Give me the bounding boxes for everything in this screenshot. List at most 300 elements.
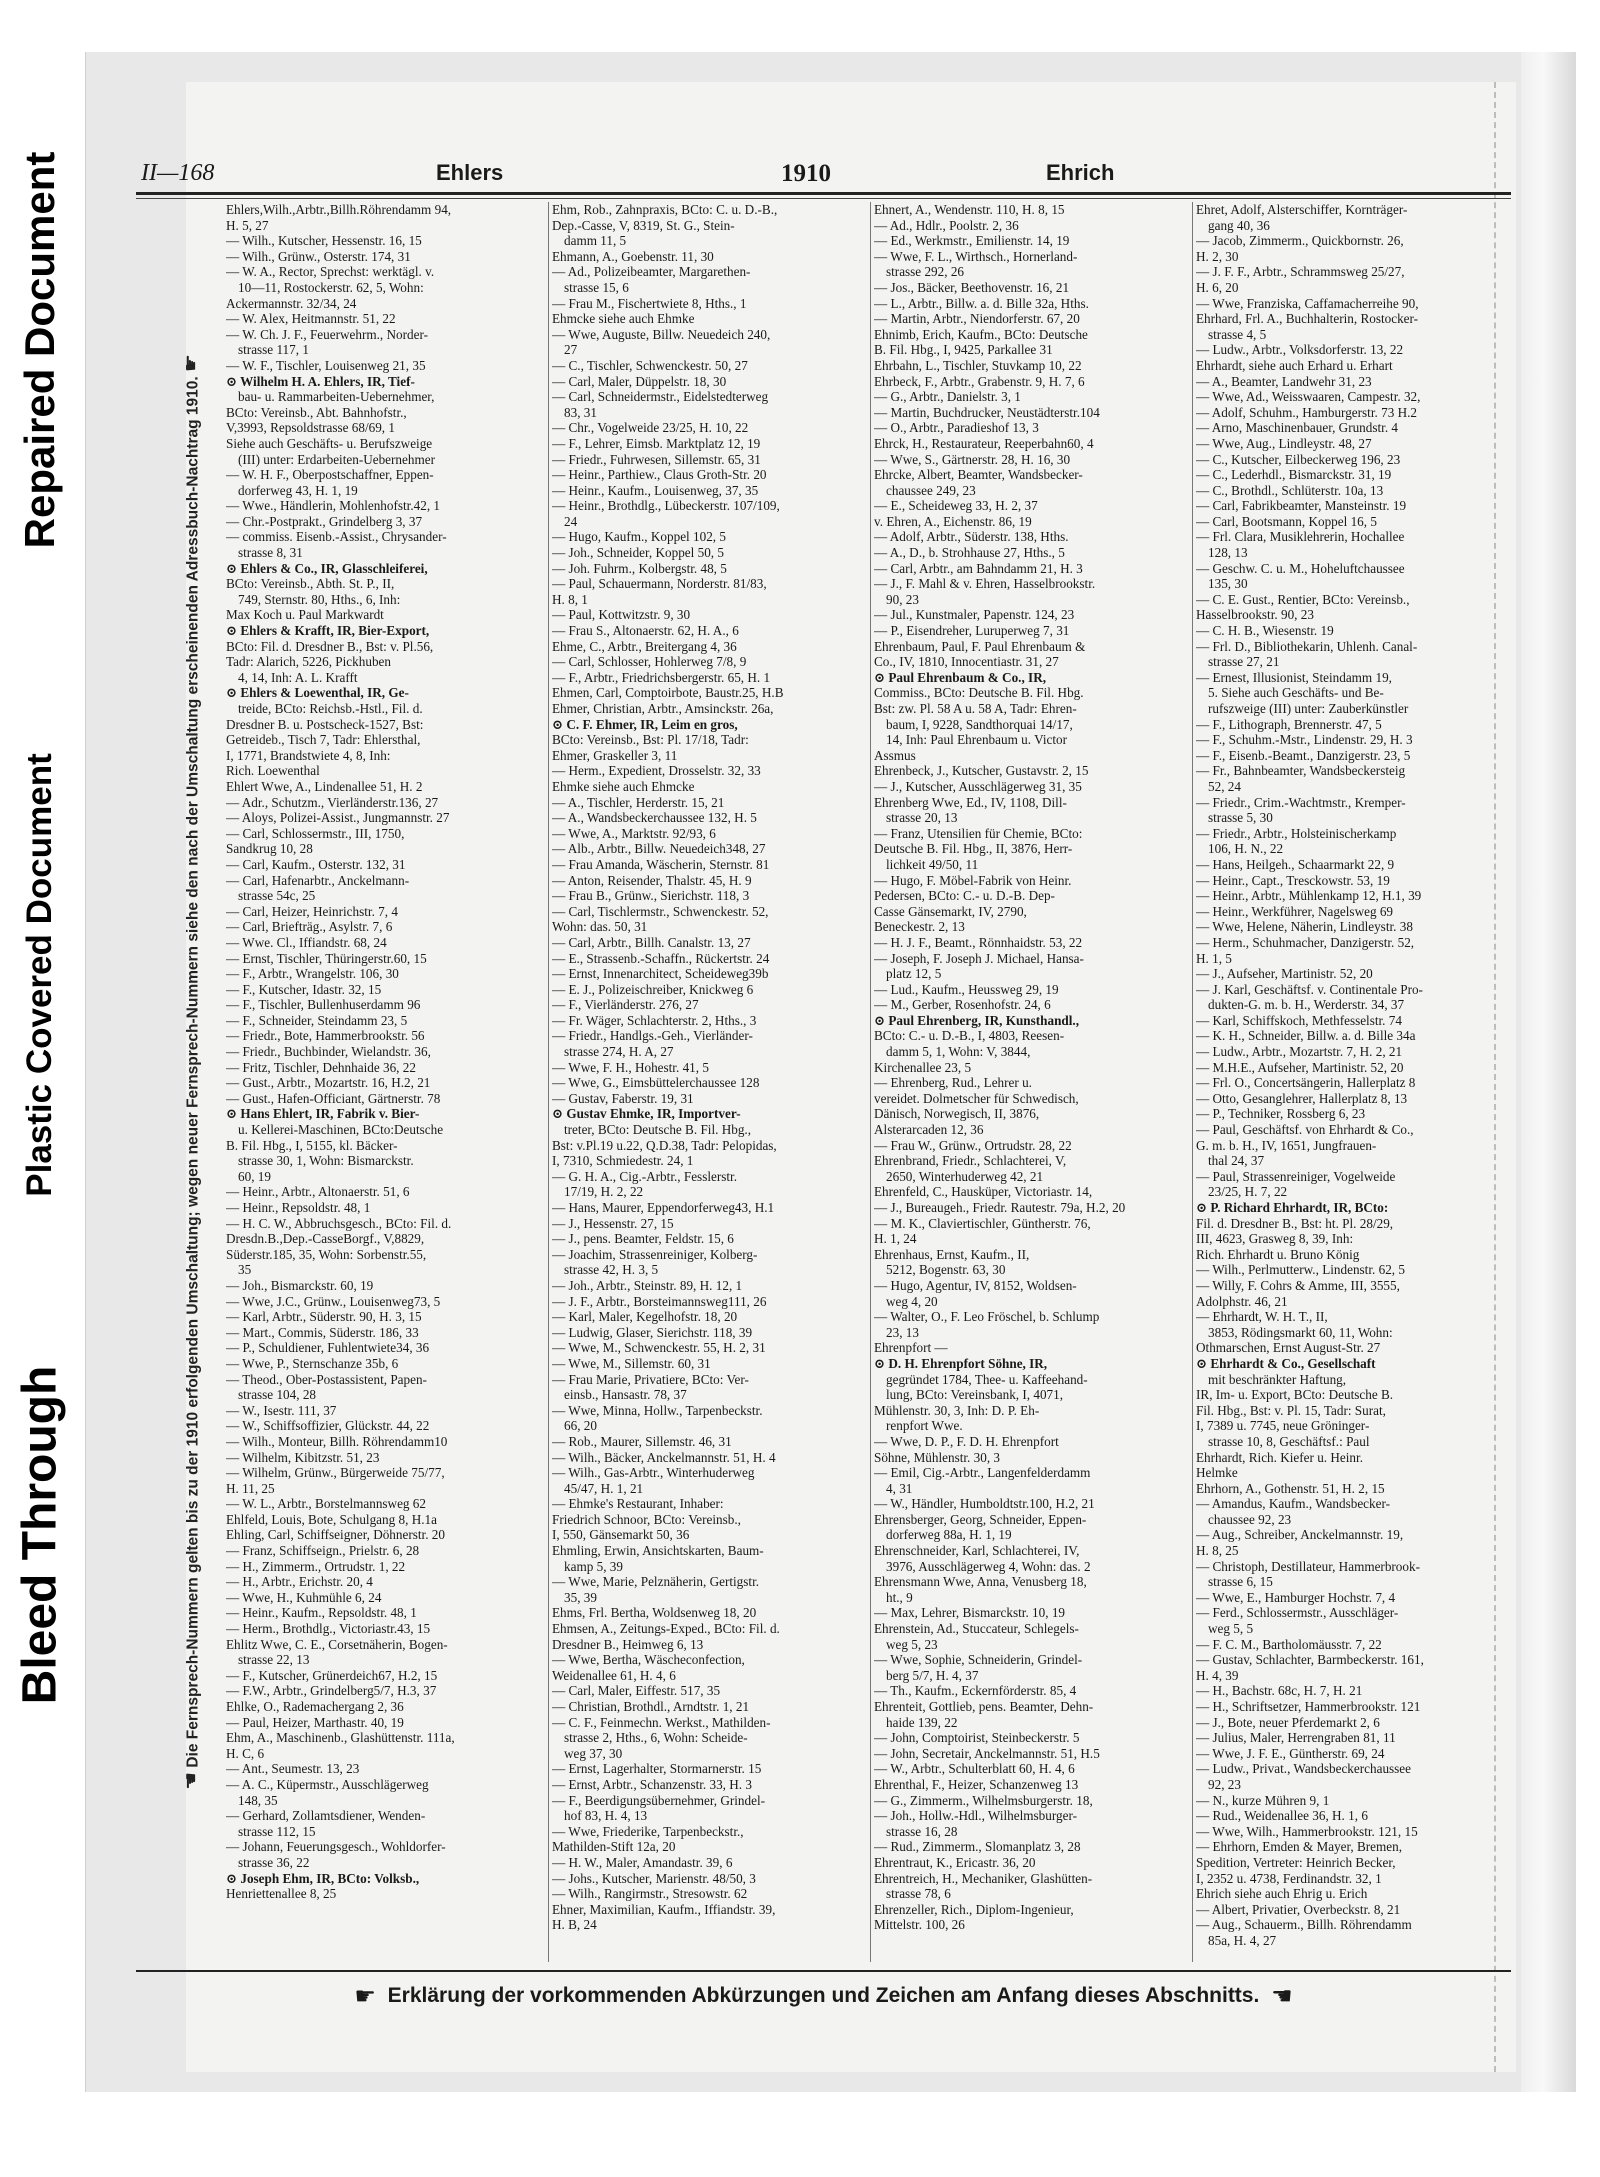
directory-entry: — Heinr., Kaufm., Repsoldstr. 48, 1 — [226, 1605, 417, 1621]
directory-entry: lung, BCto: Vereinsbank, I, 4071, — [886, 1387, 1064, 1403]
directory-entry: Pedersen, BCto: C.- u. D.-B. Dep- — [874, 888, 1055, 904]
directory-entry: — Walter, O., F. Leo Fröschel, b. Schlump — [874, 1309, 1100, 1325]
directory-entry: — Johs., Kutscher, Marienstr. 48/50, 3 — [552, 1870, 756, 1886]
directory-entry: strasse 8, 31 — [238, 545, 303, 561]
directory-entry: — Amandus, Kaufm., Wandsbecker- — [1196, 1496, 1390, 1512]
directory-entry: — Carl, Tischlermstr., Schwenckestr. 52, — [552, 903, 769, 919]
directory-entry: — Jul., Kunstmaler, Papenstr. 124, 23 — [874, 607, 1075, 623]
directory-entry: Ehme, C., Arbtr., Breitergang 4, 36 — [552, 638, 737, 654]
directory-entry: Ehrenstein, Ad., Stuccateur, Schlegels- — [874, 1621, 1079, 1637]
directory-entry: — Aug., Schreiber, Anckelmannstr. 19, — [1196, 1527, 1404, 1543]
directory-entry: — W., Schiffsoffizier, Glückstr. 44, 22 — [226, 1418, 430, 1434]
directory-entry: platz 12, 5 — [886, 966, 942, 982]
directory-entry: — W., Händler, Humboldtstr.100, H.2, 21 — [874, 1496, 1095, 1512]
pointing-hand-icon: ☛ — [354, 1983, 376, 2010]
directory-entry: — Rob., Maurer, Sillemstr. 46, 31 — [552, 1433, 732, 1449]
directory-entry: Ehmer, Christian, Arbtr., Amsinckstr. 26a, — [552, 701, 774, 716]
header-rule-thin — [136, 198, 1511, 199]
directory-entry: strasse 5, 30 — [1208, 810, 1273, 826]
directory-entry: Ehrhorn, A., Gothenstr. 51, H. 2, 15 — [1196, 1480, 1385, 1496]
directory-entry: (III) unter: Erdarbeiten-Uebernehmer — [238, 451, 435, 467]
directory-entry: — F.W., Arbtr., Grindelberg5/7, H.3, 37 — [226, 1683, 437, 1699]
directory-entry: — Otto, Gesanglehrer, Hallerplatz 8, 13 — [1196, 1090, 1408, 1106]
directory-entry: — H., Schriftsetzer, Hammerbrookstr. 121 — [1196, 1699, 1421, 1714]
directory-entry: — H., Bachstr. 68c, H. 7, H. 21 — [1196, 1683, 1363, 1699]
directory-entry: H. 8, 1 — [552, 591, 588, 607]
directory-entry: — Gerhard, Zollamtsdiener, Wenden- — [226, 1808, 426, 1824]
directory-entry: ⊙ Wilhelm H. A. Ehlers, IR, Tief- — [226, 373, 415, 389]
directory-entry: strasse 274, H. A, 27 — [564, 1044, 674, 1060]
directory-entry: — Wwe, Friederike, Tarpenbeckstr., — [552, 1823, 744, 1839]
directory-entry: — Wwe, M., Sillemstr. 60, 31 — [552, 1355, 711, 1371]
directory-entry: H. 1, 24 — [874, 1231, 917, 1247]
bleed-through-label: Bleed Through — [13, 1365, 67, 1705]
directory-entry: — P., Schuldiener, Fuhlentwiete34, 36 — [226, 1340, 430, 1356]
directory-entry: — Wwe, G., Eimsbüttelerchaussee 128 — [552, 1075, 760, 1091]
directory-entry: — F., Kutscher, Idastr. 32, 15 — [226, 981, 382, 997]
directory-entry: — J., Bureaugeh., Friedr. Rautestr. 79a, H.2, 20 — [874, 1200, 1126, 1215]
directory-entry: Getreideb., Tisch 7, Tadr: Ehlersthal, — [226, 732, 421, 748]
directory-entry: — P., Eisendreher, Luruperweg 7, 31 — [874, 623, 1070, 639]
directory-entry: u. Kellerei-Maschinen, BCto:Deutsche — [238, 1122, 444, 1138]
directory-entry: — O., Arbtr., Paradieshof 13, 3 — [874, 420, 1039, 436]
directory-entry: — Wwe, Aug., Lindleystr. 48, 27 — [1196, 435, 1372, 451]
directory-entry: — Wilh., Kutscher, Hessenstr. 16, 15 — [226, 233, 422, 249]
directory-entry: — Carl, Arbtr., am Bahndamm 21, H. 3 — [874, 560, 1083, 576]
directory-entry: rufszweige (III) unter: Zauberkünstler — [1208, 701, 1409, 716]
directory-entry: Ehm, Rob., Zahnpraxis, BCto: C. u. D.-B., — [552, 202, 778, 217]
directory-entry: — Christian, Brothdl., Arndtstr. 1, 21 — [552, 1699, 750, 1714]
directory-entry: Ehrenpfort — — [874, 1340, 948, 1356]
directory-entry: strasse 30, 1, Wohn: Bismarckstr. — [238, 1153, 414, 1169]
column-2 — [548, 202, 867, 1962]
directory-entry: — Gustav, Faberstr. 19, 31 — [552, 1090, 694, 1106]
directory-entry: H. 8, 25 — [1196, 1543, 1239, 1559]
directory-entry: Ehrenberg Wwe, Ed., IV, 1108, Dill- — [874, 794, 1067, 810]
directory-entry: — Albert, Privatier, Overbeckstr. 8, 21 — [1196, 1901, 1401, 1917]
directory-entry: — Ehmke's Restaurant, Inhaber: — [552, 1496, 724, 1512]
directory-entry: H. B, 24 — [552, 1917, 597, 1933]
directory-entry: Kirchenallee 23, 5 — [874, 1059, 972, 1075]
directory-entry: Mathilden-Stift 12a, 20 — [552, 1839, 676, 1855]
directory-entry: 90, 23 — [886, 591, 919, 607]
directory-entry: strasse 2, Hths., 6, Wohn: Scheide- — [564, 1730, 748, 1746]
directory-entry: — Ehrenberg, Rud., Lehrer u. — [874, 1075, 1032, 1091]
directory-entry: 3853, Rödingsmarkt 60, 11, Wohn: — [1208, 1324, 1393, 1340]
directory-entry: — Hugo, Kaufm., Koppel 102, 5 — [552, 529, 726, 545]
directory-entry: ⊙ Paul Ehrenberg, IR, Kunsthandl., — [874, 1012, 1080, 1028]
directory-entry: — Wwe, Wilh., Hammerbrookstr. 121, 15 — [1196, 1823, 1418, 1839]
directory-entry: lichkeit 49/50, 11 — [886, 856, 979, 872]
directory-entry: weg 4, 20 — [886, 1293, 938, 1309]
directory-entry: Siehe auch Geschäfts- u. Berufszweige — [226, 435, 433, 451]
directory-entry: — Friedr., Crim.-Wachtmstr., Kremper- — [1196, 794, 1406, 810]
directory-entry: — Herm., Schuhmacher, Danzigerstr. 52, — [1196, 934, 1415, 950]
directory-entry: — Hugo, Agentur, IV, 8152, Woldsen- — [874, 1277, 1077, 1293]
directory-entry: — E., Scheideweg 33, H. 2, 37 — [874, 498, 1038, 514]
directory-entry: Fil. Hbg., Bst: v. Pl. 15, Tadr: Surat, — [1196, 1402, 1386, 1418]
directory-entry: V,3993, Repsoldstrasse 68/69, 1 — [226, 420, 395, 436]
directory-entry: strasse 117, 1 — [238, 342, 309, 358]
directory-entry: Ehlers,Wilh.,Arbtr.,Billh.Röhrendamm 94, — [226, 202, 452, 217]
directory-entry: Ehlfeld, Louis, Bote, Schulgang 8, H.1a — [226, 1511, 437, 1527]
directory-entry: Ehrenschneider, Karl, Schlachterei, IV, — [874, 1543, 1080, 1559]
directory-entry: ⊙ Joseph Ehm, IR, BCto: Volksb., — [226, 1870, 420, 1886]
directory-entry: BCto: Vereinsb., Abth. St. P., II, — [226, 576, 395, 592]
directory-entry: G. m. b. H., IV, 1651, Jungfrauen- — [1196, 1137, 1377, 1153]
directory-entry: — Wwe, Minna, Hollw., Tarpenbeckstr. — [552, 1402, 763, 1418]
directory-entry: — H. C. W., Abbruchsgesch., BCto: Fil. d. — [226, 1215, 452, 1231]
directory-entry: — F., Beerdigungsübernehmer, Grindel- — [552, 1792, 766, 1808]
directory-entry: — Wwe, Sophie, Schneiderin, Grindel- — [874, 1652, 1083, 1668]
directory-entry: — Wwe, J. F. E., Güntherstr. 69, 24 — [1196, 1745, 1385, 1761]
directory-entry: Ehlitz Wwe, C. E., Corsetnäherin, Bogen- — [226, 1636, 448, 1652]
directory-entry: — H. J. F., Beamt., Rönnhaidstr. 53, 22 — [874, 934, 1083, 950]
directory-entry: — Franz, Schiffseign., Prielstr. 6, 28 — [226, 1543, 420, 1559]
directory-entry: — John, Comptoirist, Steinbeckerstr. 5 — [874, 1730, 1080, 1746]
directory-entry: — Joh., Hollw.-Hdl., Wilhelmsburger- — [874, 1808, 1077, 1824]
directory-entry: — Wwe, D. P., F. D. H. Ehrenpfort — [874, 1433, 1059, 1449]
directory-entry: Dep.-Casse, V, 8319, St. G., Stein- — [552, 217, 735, 233]
directory-entry: strasse 292, 26 — [886, 264, 965, 280]
directory-entry: — J., Kutscher, Ausschlägerweg 31, 35 — [874, 778, 1082, 794]
directory-entry: baum, I, 9228, Sandthorquai 14/17, — [886, 716, 1073, 732]
directory-entry: 135, 30 — [1208, 576, 1248, 592]
directory-entry: — Gustav, Schlachter, Barmbeckerstr. 161, — [1196, 1652, 1424, 1668]
directory-entry: Ehrbeck, F., Arbtr., Grabenstr. 9, H. 7, 6 — [874, 373, 1085, 389]
directory-entry: Rich. Loewenthal — [226, 763, 320, 779]
directory-entry: — C. F., Feinmechn. Werkst., Mathilden- — [552, 1714, 771, 1730]
directory-entry: — commiss. Eisenb.-Assist., Chrysander- — [226, 529, 447, 545]
directory-entry: 35, 39 — [564, 1589, 597, 1605]
directory-entry: H. 11, 25 — [226, 1480, 275, 1496]
directory-entry: — F., Tischler, Bullenhuserdamm 96 — [226, 997, 421, 1013]
directory-entry: — Lud., Kaufm., Heussweg 29, 19 — [874, 981, 1059, 997]
directory-entry: — Frau S., Altonaerstr. 62, H. A., 6 — [552, 623, 739, 639]
directory-entry: — F., Vierländerstr. 276, 27 — [552, 997, 699, 1013]
directory-entry: BCto: Vereinsb., Bst: Pl. 17/18, Tadr: — [552, 732, 749, 748]
directory-entry: Co., IV, 1810, Innocentiastr. 31, 27 — [874, 654, 1059, 670]
directory-entry: Hasselbrookstr. 90, 23 — [1196, 607, 1314, 623]
directory-entry: — A., Tischler, Herderstr. 15, 21 — [552, 794, 725, 810]
directory-entry: — Wilh., Monteur, Billh. Röhrendamm10 — [226, 1433, 448, 1449]
directory-entry: — Franz, Utensilien für Chemie, BCto: — [874, 825, 1083, 841]
directory-entry: — John, Secretair, Anckelmannstr. 51, H.5 — [874, 1745, 1100, 1761]
directory-entry: — Hugo, F. Möbel-Fabrik von Heinr. — [874, 872, 1072, 888]
directory-entry: — Theod., Ober-Postassistent, Papen- — [226, 1371, 427, 1387]
directory-entry: — Johann, Feuerungsgesch., Wohldorfer- — [226, 1839, 446, 1855]
directory-entry: H. 2, 30 — [1196, 248, 1239, 264]
directory-entry: Sandkrug 10, 28 — [226, 841, 313, 857]
directory-entry: Mittelstr. 100, 26 — [874, 1917, 965, 1933]
directory-entry: mit beschränkter Haftung, — [1208, 1371, 1347, 1387]
directory-entry: 3976, Ausschlägerweg 4, Wohn: das. 2 — [886, 1558, 1091, 1574]
directory-entry: hof 83, H. 4, 13 — [564, 1808, 648, 1824]
directory-entry: — J., F. Mahl & v. Ehren, Hasselbrookstr. — [874, 576, 1096, 592]
column-4 — [1192, 202, 1511, 1962]
directory-entry: — G. H. A., Cig.-Arbtr., Fesslerstr. — [552, 1168, 737, 1184]
directory-entry: 35 — [238, 1262, 252, 1278]
directory-entry: — Herm., Brothdlg., Victoriastr.43, 15 — [226, 1621, 431, 1637]
directory-entry: Ehrenzeller, Rich., Diplom-Ingenieur, — [874, 1901, 1074, 1917]
directory-entry: — Aloys, Polizei-Assist., Jungmannstr. 27 — [226, 810, 450, 826]
directory-entry: — Carl, Schneidermstr., Eidelstedterweg — [552, 389, 769, 405]
pointing-hand-icon: ☛ — [180, 354, 203, 373]
directory-entry: — Geschw. C. u. M., Hoheluftchaussee — [1196, 560, 1405, 576]
directory-entry: I, 7310, Schmiedestr. 24, 1 — [552, 1153, 694, 1169]
directory-entry: 52, 24 — [1208, 778, 1241, 794]
directory-entry: 128, 13 — [1208, 545, 1248, 561]
directory-entry: — Wwe, Helene, Näherin, Lindleystr. 38 — [1196, 919, 1413, 935]
directory-entry: — Gust., Hafen-Officiant, Gärtnerstr. 78 — [226, 1090, 441, 1106]
directory-entry: Ehrentreich, H., Mechaniker, Glashütten- — [874, 1870, 1093, 1886]
directory-entry: — Paul, Strassenreiniger, Vogelweide — [1196, 1168, 1396, 1184]
directory-entry: — F., Lehrer, Eimsb. Marktplatz 12, 19 — [552, 435, 761, 451]
directory-entry: Ehnert, A., Wendenstr. 110, H. 8, 15 — [874, 202, 1065, 217]
directory-entry: — Joh., Arbtr., Steinstr. 89, H. 12, 1 — [552, 1277, 743, 1293]
directory-entry: — Ludw., Arbtr., Volksdorferstr. 13, 22 — [1196, 342, 1404, 358]
directory-entry: ⊙ C. F. Ehmer, IR, Leim en gros, — [552, 716, 738, 732]
directory-entry: — Frl. Clara, Musiklehrerin, Hochallee — [1196, 529, 1405, 545]
directory-entry: — W. Alex, Heitmannstr. 51, 22 — [226, 311, 396, 327]
directory-entry: — A., Beamter, Landwehr 31, 23 — [1196, 373, 1372, 389]
directory-entry: — Aug., Schauerm., Billh. Röhrendamm — [1196, 1917, 1412, 1933]
directory-entry: — Ludw., Privat., Wandsbeckerchaussee — [1196, 1761, 1412, 1777]
directory-entry: — Ant., Seumestr. 13, 23 — [226, 1761, 360, 1777]
directory-entry: 10—11, Rostockerstr. 62, 5, Wohn: — [238, 279, 424, 295]
directory-entry: — Ferd., Schlossermstr., Ausschläger- — [1196, 1605, 1399, 1621]
directory-entry: — F., Schneider, Steindamm 23, 5 — [226, 1012, 408, 1028]
directory-entry: — Friedr., Fuhrwesen, Sillemstr. 65, 31 — [552, 451, 761, 467]
directory-entry: — Jacob, Zimmerm., Quickbornstr. 26, — [1196, 233, 1404, 249]
directory-entry: BCto: Fil. d. Dresdner B., Bst: v. Pl.56, — [226, 638, 434, 654]
directory-entry: strasse 22, 13 — [238, 1652, 310, 1668]
directory-entry: 66, 20 — [564, 1418, 597, 1434]
repaired-document-label: Repaired Document — [16, 151, 63, 549]
directory-entry: — Heinr., Parthiew., Claus Groth-Str. 20 — [552, 467, 767, 483]
directory-entry: strasse 112, 15 — [238, 1823, 316, 1839]
directory-entry: 23/25, H. 7, 22 — [1208, 1184, 1288, 1200]
directory-entry: — Paul, Geschäftsf. von Ehrhardt & Co., — [1196, 1122, 1414, 1138]
directory-entry: — Wilhelm, Grünw., Bürgerweide 75/77, — [226, 1465, 445, 1481]
directory-entry: — F., Kutscher, Grünerdeich67, H.2, 15 — [226, 1667, 438, 1683]
directory-entry: — Adr., Schutzm., Vierländerstr.136, 27 — [226, 794, 439, 810]
directory-entry: Ehmer, Graskeller 3, 11 — [552, 747, 678, 763]
directory-entry: — Wilh., Rangirmstr., Stresowstr. 62 — [552, 1886, 748, 1902]
directory-entry: — Wwe, F. L., Wirthsch., Hornerland- — [874, 248, 1078, 264]
directory-entry: I, 2352 u. 4738, Ferdinandstr. 32, 1 — [1196, 1870, 1382, 1886]
directory-entry: — Wwe, Bertha, Wäscheconfection, — [552, 1652, 745, 1668]
directory-entry: Ehrentraut, K., Ericastr. 36, 20 — [874, 1854, 1036, 1870]
directory-entry: vereidet. Dolmetscher für Schwedisch, — [874, 1090, 1079, 1106]
directory-entry: — Chr.-Postprakt., Grindelberg 3, 37 — [226, 513, 423, 529]
directory-entry: — Anton, Reisender, Thalstr. 45, H. 9 — [552, 872, 752, 888]
directory-entry: Ehrenteit, Gottlieb, pens. Beamter, Dehn- — [874, 1699, 1094, 1714]
directory-entry: — M. K., Claviertischler, Güntherstr. 76, — [874, 1215, 1091, 1231]
column-3 — [870, 202, 1189, 1962]
directory-entry: 83, 31 — [564, 404, 597, 420]
directory-entry: — Ehrhardt, W. H. T., II, — [1196, 1309, 1328, 1325]
overlay-labels — [0, 0, 80, 2177]
directory-entry: — Willy, F. Cohrs & Amme, III, 3555, — [1196, 1277, 1400, 1293]
directory-entry: — F. C. M., Bartholomäusstr. 7, 22 — [1196, 1636, 1382, 1652]
directory-entry: — Heinr., Arbtr., Altonaerstr. 51, 6 — [226, 1184, 410, 1200]
directory-entry: Alsterarcaden 12, 36 — [874, 1122, 984, 1138]
directory-entry: — Rud., Zimmerm., Slomanplatz 3, 28 — [874, 1839, 1081, 1855]
directory-entry: — Carl, Kaufm., Osterstr. 132, 31 — [226, 856, 406, 872]
directory-entry: Ehrck, H., Restaurateur, Reeperbahn60, 4 — [874, 435, 1094, 451]
directory-entry: — Wwe, Ad., Weisswaaren, Campestr. 32, — [1196, 389, 1421, 405]
directory-entry: — Carl, Heizer, Heinrichstr. 7, 4 — [226, 903, 398, 919]
directory-entry: — Ernst, Lagerhalter, Stormarnerstr. 15 — [552, 1761, 762, 1777]
directory-entry: — Joh., Schneider, Koppel 50, 5 — [552, 545, 724, 561]
directory-entry: — J., pens. Beamter, Feldstr. 15, 6 — [552, 1231, 734, 1247]
directory-entry: — Wilhelm, Kibitzstr. 51, 23 — [226, 1449, 380, 1465]
directory-entry: — Heinr., Capt., Tresckowstr. 53, 19 — [1196, 872, 1390, 888]
directory-entry: — Mart., Commis, Süderstr. 186, 33 — [226, 1324, 419, 1340]
directory-entry: Ehner, Maximilian, Kaufm., Iffiandstr. 39, — [552, 1901, 776, 1917]
directory-entry: — N., kurze Mühren 9, 1 — [1196, 1792, 1330, 1808]
directory-entry: — Ad., Hdlr., Poolstr. 2, 36 — [874, 217, 1019, 233]
footer-rule — [136, 1970, 1511, 1972]
directory-entry: — W. F., Tischler, Louisenweg 21, 35 — [226, 357, 426, 373]
directory-entry: — Fr., Bahnbeamter, Wandsbeckersteig — [1196, 763, 1406, 779]
directory-entry: Ehmann, A., Goebenstr. 11, 30 — [552, 248, 714, 264]
directory-entry: — J. Karl, Geschäftsf. v. Continentale Pro- — [1196, 981, 1423, 997]
directory-entry: Casse Gänsemarkt, IV, 2790, — [874, 903, 1027, 919]
directory-entry: — H., Arbtr., Erichstr. 20, 4 — [226, 1574, 373, 1590]
directory-entry: Dresdn.B.,Dep.-CasseBorgf., V,8829, — [226, 1231, 425, 1247]
directory-entry: 5. Siehe auch Geschäfts- und Be- — [1208, 685, 1384, 701]
directory-entry: treter, BCto: Deutsche B. Fil. Hbg., — [564, 1122, 752, 1138]
directory-entry: Ehrensmann Wwe, Anna, Venusberg 18, — [874, 1574, 1087, 1590]
column-1 — [226, 202, 544, 1962]
directory-entry: III, 4623, Grasweg 8, 39, Inh: — [1196, 1231, 1354, 1247]
directory-entry: Henriettenallee 8, 25 — [226, 1886, 337, 1902]
year-heading: 1910 — [781, 160, 831, 187]
directory-entry: — Gust., Arbtr., Mozartstr. 16, H.2, 21 — [226, 1075, 431, 1091]
directory-entry: — F., Eisenb.-Beamt., Danzigerstr. 23, 5 — [1196, 747, 1411, 763]
directory-entry: — K. H., Schneider, Billw. a. d. Bille 34a — [1196, 1028, 1416, 1044]
directory-entry: damm 11, 5 — [564, 233, 627, 249]
directory-entry: — Frl. D., Bibliothekarin, Uhlenh. Canal- — [1196, 638, 1418, 654]
directory-entry: strasse 15, 6 — [564, 279, 629, 295]
directory-entry: strasse 16, 28 — [886, 1823, 958, 1839]
directory-entry: 2650, Winterhuderweg 42, 21 — [886, 1168, 1044, 1184]
directory-entry: Fil. d. Dresdner B., Bst: ht. Pl. 28/29, — [1196, 1215, 1394, 1231]
directory-entry: — Wwe. Cl., Iffiandstr. 68, 24 — [226, 934, 387, 950]
directory-entry: — Wwe., Händlerin, Mohlenhofstr.42, 1 — [226, 498, 441, 514]
directory-entry: — Frau Amanda, Wäscherin, Sternstr. 81 — [552, 856, 770, 872]
directory-entry: — Carl, Maler, Düppelstr. 18, 30 — [552, 373, 727, 389]
directory-entry: 24 — [564, 513, 578, 529]
directory-entry: BCto: C.- u. D.-B., I, 4803, Reesen- — [874, 1028, 1065, 1044]
directory-entry: — Th., Kaufm., Eckernförderstr. 85, 4 — [874, 1683, 1077, 1699]
directory-entry: — E. J., Polizeischreiber, Knickweg 6 — [552, 981, 754, 997]
directory-entry: B. Fil. Hbg., I, 9425, Parkallee 31 — [874, 342, 1053, 358]
directory-entry: Ehrenhaus, Ernst, Kaufm., II, — [874, 1246, 1030, 1262]
first-entry-heading: Ehlers — [436, 160, 504, 185]
directory-entry: — A., D., b. Strohhause 27, Hths., 5 — [874, 545, 1065, 561]
directory-entry: — Friedr., Arbtr., Holsteinischerkamp — [1196, 825, 1397, 841]
directory-entry: — Fr. Wäger, Schlachterstr. 2, Hths., 3 — [552, 1012, 757, 1028]
directory-entry: Deutsche B. Fil. Hbg., II, 3876, Herr- — [874, 841, 1073, 857]
directory-entry: Ehrcke, Albert, Beamter, Wandsbecker- — [874, 467, 1083, 483]
directory-entry: Ehnimb, Erich, Kaufm., BCto: Deutsche — [874, 326, 1088, 342]
directory-entry: dukten-G. m. b. H., Werderstr. 34, 37 — [1208, 997, 1405, 1013]
directory-entry: Assmus — [874, 747, 916, 763]
directory-entry: Bst: zw. Pl. 58 A u. 58 A, Tadr: Ehren- — [874, 701, 1077, 716]
directory-entry: H. 4, 39 — [1196, 1667, 1239, 1683]
directory-entry: BCto: Vereinsb., Abt. Bahnhofstr., — [226, 404, 407, 420]
directory-entry: Bst: v.Pl.19 u.22, Q.D.38, Tadr: Pelopidas, — [552, 1137, 777, 1153]
directory-entry: — A., Wandsbeckerchaussee 132, H. 5 — [552, 810, 757, 826]
directory-entry: strasse 6, 15 — [1208, 1574, 1273, 1590]
directory-entry: ht., 9 — [886, 1589, 913, 1605]
directory-entry: — Wwe, S., Gärtnerstr. 28, H. 16, 30 — [874, 451, 1071, 467]
directory-entry: Ehrensberger, Georg, Schneider, Eppen- — [874, 1511, 1087, 1527]
directory-entry: treide, BCto: Reichsb.-Hstl., Fil. d. — [238, 701, 423, 716]
directory-entry: strasse 42, H. 3, 5 — [564, 1262, 659, 1278]
directory-entry: — Paul, Kottwitzstr. 9, 30 — [552, 607, 691, 623]
directory-entry: 14, Inh: Paul Ehrenbaum u. Victor — [886, 732, 1067, 748]
directory-entry: weg 5, 23 — [886, 1636, 938, 1652]
pointing-hand-icon: ☚ — [180, 1771, 203, 1790]
directory-entry: Commiss., BCto: Deutsche B. Fil. Hbg. — [874, 685, 1084, 701]
directory-entry: — Carl, Maler, Eiffestr. 517, 35 — [552, 1683, 721, 1699]
directory-entry: I, 1771, Brandstwiete 4, 8, Inh: — [226, 747, 391, 763]
directory-entry: 23, 13 — [886, 1324, 919, 1340]
directory-entry: — Ehrhorn, Emden & Mayer, Bremen, — [1196, 1839, 1403, 1855]
directory-entry: I, 550, Gänsemarkt 50, 36 — [552, 1527, 690, 1543]
directory-entry: 5212, Bogenstr. 63, 30 — [886, 1262, 1006, 1278]
directory-entry: Ehret, Adolf, Alsterschiffer, Kornträger- — [1196, 202, 1408, 217]
directory-entry: — Heinr., Arbtr., Mühlenkamp 12, H.1, 39 — [1196, 888, 1422, 904]
footer-text: Erklärung der vorkommenden Abkürzungen und Zeichen am Anfang dieses Abschnitts. — [387, 1984, 1260, 2007]
directory-entry: Ehms, Frl. Bertha, Woldsenweg 18, 20 — [552, 1605, 757, 1621]
directory-entry: ⊙ Hans Ehlert, IR, Fabrik v. Bier- — [226, 1106, 420, 1122]
directory-entry: — Max, Lehrer, Bismarckstr. 10, 19 — [874, 1605, 1066, 1621]
directory-entry: 106, H. N., 22 — [1208, 841, 1284, 857]
directory-entry: strasse 104, 28 — [238, 1387, 317, 1403]
directory-entry: — L., Arbtr., Billw. a. d. Bille 32a, Hths. — [874, 295, 1089, 311]
directory-entry: — Hans, Maurer, Eppendorferweg43, H.1 — [552, 1200, 775, 1215]
directory-entry: v. Ehren, A., Eichenstr. 86, 19 — [874, 513, 1032, 529]
directory-entry: IR, Im- u. Export, BCto: Deutsche B. — [1196, 1387, 1394, 1403]
scanned-page — [85, 52, 1576, 2092]
directory-entry: — Ludw., Arbtr., Mozartstr. 7, H. 2, 21 — [1196, 1044, 1403, 1060]
directory-entry: strasse 36, 22 — [238, 1854, 310, 1870]
directory-entry: berg 5/7, H. 4, 37 — [886, 1667, 979, 1683]
directory-entry: — Wwe, Franziska, Caffamacherreihe 90, — [1196, 295, 1419, 311]
directory-entry: 45/47, H. 1, 21 — [564, 1480, 644, 1496]
directory-entry: Beneckestr. 2, 13 — [874, 919, 965, 935]
directory-entry: — Wilh., Bäcker, Anckelmannstr. 51, H. 4 — [552, 1449, 776, 1465]
directory-entry: Dresdner B. u. Postscheck-1527, Bst: — [226, 716, 424, 732]
directory-entry: — Carl, Briefträg., Asylstr. 7, 6 — [226, 919, 393, 935]
directory-entry: weg 37, 30 — [564, 1745, 623, 1761]
directory-entry: Ehmke siehe auch Ehmcke — [552, 778, 695, 794]
directory-entry: — Friedr., Buchbinder, Wielandstr. 36, — [226, 1044, 431, 1060]
page-number: II—168 — [141, 160, 215, 186]
directory-entry: — F., Lithograph, Brennerstr. 47, 5 — [1196, 716, 1382, 732]
directory-entry: — Carl, Bootsmann, Koppel 16, 5 — [1196, 513, 1377, 529]
directory-entry: — Herm., Expedient, Drosselstr. 32, 33 — [552, 763, 761, 779]
directory-entry: — Heinr., Repsoldstr. 48, 1 — [226, 1200, 371, 1215]
directory-entry: — Heinr., Kaufm., Louisenweg, 37, 35 — [552, 482, 759, 498]
directory-entry: — C. E. Gust., Rentier, BCto: Vereinsb., — [1196, 591, 1410, 607]
directory-entry: ⊙ Paul Ehrenbaum & Co., IR, — [874, 669, 1047, 685]
